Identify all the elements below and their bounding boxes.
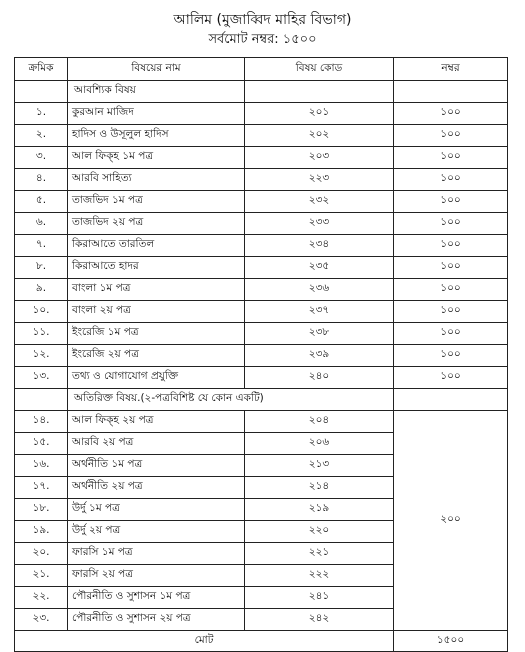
marks-cell: ১০০ <box>394 301 508 323</box>
marks-cell: ১০০ <box>394 235 508 257</box>
subject-code-cell: ২৪২ <box>245 609 394 631</box>
subject-code-cell: ২৪০ <box>245 367 394 389</box>
subject-name-cell: তাজভিদ ২য় পত্র <box>68 213 245 235</box>
table-row <box>15 213 508 235</box>
table-row <box>15 301 508 323</box>
subject-code-cell: ২৩৭ <box>245 301 394 323</box>
serial-cell: ১২. <box>15 345 68 367</box>
subject-name-cell: ইংরেজি ২য় পত্র <box>68 345 245 367</box>
serial-cell: ১৫. <box>15 433 68 455</box>
serial-cell: ১০. <box>15 301 68 323</box>
serial-cell: ৩. <box>15 147 68 169</box>
subject-name-cell: ফারসি ২য় পত্র <box>68 565 245 587</box>
serial-cell: ১১. <box>15 323 68 345</box>
subject-name-cell: পৌরনীতি ও সুশাসন ২য় পত্র <box>68 609 245 631</box>
marks-cell: ১০০ <box>394 367 508 389</box>
subject-code-cell: ২৩২ <box>245 191 394 213</box>
page-title: আলিম (মুজাব্বিদ মাহির বিভাগ) <box>173 12 352 28</box>
table-header-row <box>15 58 508 81</box>
subject-name-cell: কিরাআতে তারতিল <box>68 235 245 257</box>
table-row <box>15 103 508 125</box>
subject-code-cell: ২৩৬ <box>245 279 394 301</box>
section-blank-cell <box>15 81 68 103</box>
subject-name-cell: পৌরনীতি ও সুশাসন ১ম পত্র <box>68 587 245 609</box>
subject-code-cell: ২২৩ <box>245 169 394 191</box>
column-header-marks: নম্বর <box>394 58 508 81</box>
subject-code-cell: ২০১ <box>245 103 394 125</box>
optional-marks-cell: ২০০ <box>394 411 508 631</box>
subject-code-cell: ২১৩ <box>245 455 394 477</box>
subject-name-cell: অর্থনীতি ১ম পত্র <box>68 455 245 477</box>
section-row-optional <box>15 389 508 411</box>
subject-code-cell: ২৩৮ <box>245 323 394 345</box>
section-row-compulsory <box>15 81 508 103</box>
serial-cell: ১৯. <box>15 521 68 543</box>
subject-name-cell: কুরআন মাজিদ <box>68 103 245 125</box>
marks-cell: ১০০ <box>394 279 508 301</box>
marks-cell: ১০০ <box>394 169 508 191</box>
total-marks-heading: সর্বমোট নম্বর: ১৫০০ <box>208 32 317 47</box>
serial-cell: ৬. <box>15 213 68 235</box>
total-label-cell: মোট <box>15 631 394 652</box>
serial-cell: ১৬. <box>15 455 68 477</box>
subject-name-cell: বাংলা ১ম পত্র <box>68 279 245 301</box>
marks-cell: ১০০ <box>394 323 508 345</box>
subject-name-cell: ফারসি ১ম পত্র <box>68 543 245 565</box>
table-row <box>15 257 508 279</box>
table-row <box>15 169 508 191</box>
subject-name-cell: অর্থনীতি ২য় পত্র <box>68 477 245 499</box>
serial-cell: ৭. <box>15 235 68 257</box>
subject-code-cell: ২০৩ <box>245 147 394 169</box>
subject-name-cell: তাজভিদ ১ম পত্র <box>68 191 245 213</box>
subject-code-cell: ২২০ <box>245 521 394 543</box>
serial-cell: ২০. <box>15 543 68 565</box>
serial-cell: ১৪. <box>15 411 68 433</box>
subject-code-cell: ২০২ <box>245 125 394 147</box>
subject-name-cell: আল ফিক্হ ২য় পত্র <box>68 411 245 433</box>
table-row <box>15 345 508 367</box>
subject-name-cell: আল ফিক্হ ১ম পত্র <box>68 147 245 169</box>
serial-cell: ২৩. <box>15 609 68 631</box>
subject-code-cell: ২৪১ <box>245 587 394 609</box>
subject-code-cell: ২০৬ <box>245 433 394 455</box>
subject-code-cell: ২০৪ <box>245 411 394 433</box>
marks-cell: ১০০ <box>394 213 508 235</box>
subject-name-cell: তথ্য ও যোগাযোগ প্রযুক্তি <box>68 367 245 389</box>
subject-name-cell: কিরাআতে হাদর <box>68 257 245 279</box>
table-row <box>15 235 508 257</box>
subject-name-cell: আরবি সাহিত্য <box>68 169 245 191</box>
serial-cell: ১৩. <box>15 367 68 389</box>
table-row <box>15 323 508 345</box>
subjects-table <box>14 57 508 652</box>
serial-cell: ২. <box>15 125 68 147</box>
subject-name-cell: ইংরেজি ১ম পত্র <box>68 323 245 345</box>
subject-name-cell: আরবি ২য় পত্র <box>68 433 245 455</box>
serial-cell: ৪. <box>15 169 68 191</box>
table-row <box>15 147 508 169</box>
serial-cell: ৯. <box>15 279 68 301</box>
marks-cell: ১০০ <box>394 191 508 213</box>
serial-cell: ১৮. <box>15 499 68 521</box>
table-row <box>15 191 508 213</box>
marks-cell: ১০০ <box>394 257 508 279</box>
table-row <box>15 279 508 301</box>
table-row <box>15 367 508 389</box>
subject-code-cell: ২১৪ <box>245 477 394 499</box>
section-blank-cell <box>15 389 68 411</box>
marks-cell: ১০০ <box>394 147 508 169</box>
column-header-subject-name: বিষয়ের নাম <box>68 58 245 81</box>
subject-code-cell: ২২২ <box>245 565 394 587</box>
marks-cell: ১০০ <box>394 345 508 367</box>
subject-code-cell: ২৩৪ <box>245 235 394 257</box>
section-blank-cell <box>245 81 394 103</box>
serial-cell: ৫. <box>15 191 68 213</box>
serial-cell: ১. <box>15 103 68 125</box>
marks-cell: ১০০ <box>394 103 508 125</box>
total-value-cell: ১৫০০ <box>394 631 508 652</box>
section-blank-cell <box>394 389 508 411</box>
subject-code-cell: ২৩৩ <box>245 213 394 235</box>
subject-code-cell: ২৩৯ <box>245 345 394 367</box>
section-blank-cell <box>394 81 508 103</box>
section-label-optional: অতিরিক্ত বিষয়.(২-পত্রবিশিষ্ট যে কোন একটি) <box>68 389 394 411</box>
subject-name-cell: বাংলা ২য় পত্র <box>68 301 245 323</box>
column-header-serial: ক্রমিক <box>15 58 68 81</box>
table-row <box>15 125 508 147</box>
column-header-subject-code: বিষয় কোড <box>245 58 394 81</box>
serial-cell: ২২. <box>15 587 68 609</box>
subject-name-cell: হাদিস ও উসূলুল হাদিস <box>68 125 245 147</box>
serial-cell: ১৭. <box>15 477 68 499</box>
serial-cell: ২১. <box>15 565 68 587</box>
table-body <box>15 81 508 652</box>
subject-code-cell: ২২১ <box>245 543 394 565</box>
total-row <box>15 631 508 652</box>
subject-name-cell: উর্দু ২য় পত্র <box>68 521 245 543</box>
subject-code-cell: ২৩৫ <box>245 257 394 279</box>
serial-cell: ৮. <box>15 257 68 279</box>
subject-name-cell: উর্দু ১ম পত্র <box>68 499 245 521</box>
marks-cell: ১০০ <box>394 125 508 147</box>
subject-code-cell: ২১৯ <box>245 499 394 521</box>
section-label-compulsory: আবশ্যিক বিষয় <box>68 81 245 103</box>
table-row <box>15 411 508 433</box>
